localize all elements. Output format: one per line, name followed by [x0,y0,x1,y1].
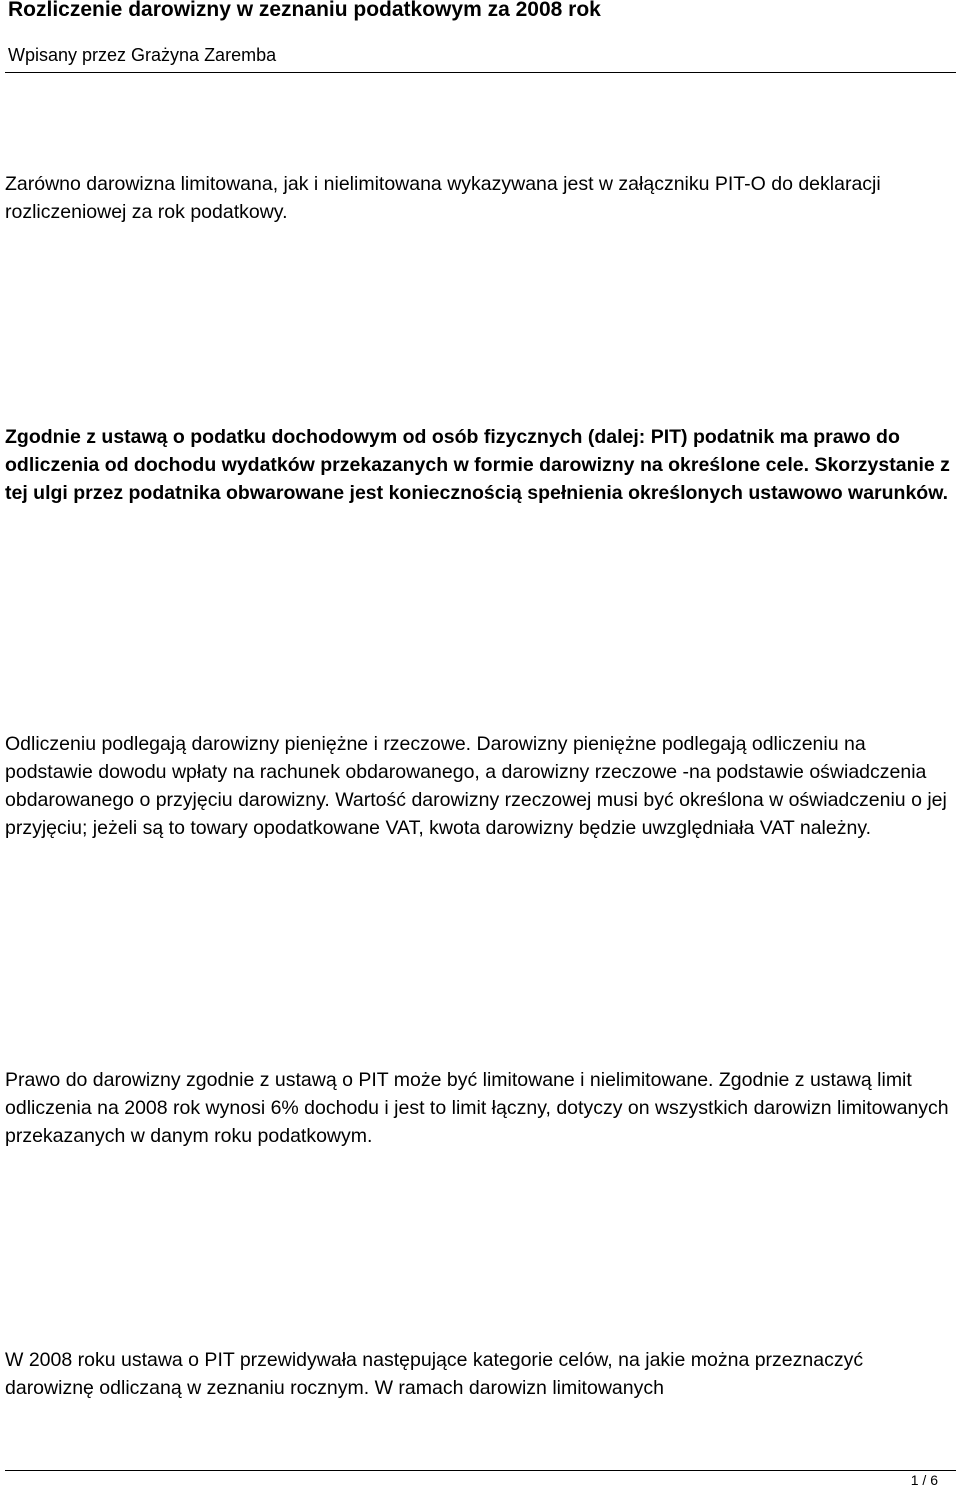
paragraph-limit: Prawo do darowizny zgodnie z ustawą o PIT może być limitowane i nielimitowane. Zgodnie z ustawą limit odliczenia na 2008 rok wynosi 6% dochodu i jest to limit łączny, dotyczy on wszystkich darowizn limitowanych przekazanych w danym roku podatkowym. [5,1069,949,1147]
page-number: 1 / 6 [910,1472,938,1488]
paragraph-donation-types: Odliczeniu podlegają darowizny pieniężne i rzeczowe. Darowizny pieniężne podlegają odliczeniu na podstawie dowodu wpłaty na rachunek obdarowanego, a darowizny rzeczowe -na podstawie oświadczenia obdarowanego o przyjęciu darowizny. Wartość darowizny rzeczowej musi być określona w oświadczeniu o jej przyjęciu; jeżeli są to towary opodatkowane VAT, kwota darowizny będzie uwzględniała VAT należny. [5,733,947,839]
paragraph-categories: W 2008 roku ustawa o PIT przewidywała następujące kategorie celów, na jakie można przeznaczyć darowiznę odliczaną w zeznaniu rocznym. W ramach darowizn limitowanych [5,1349,864,1399]
document-title: Rozliczenie darowizny w zeznaniu podatkowym za 2008 rok [8,0,601,21]
paragraph-pit-o: Zarówno darowizna limitowana, jak i nielimitowana wykazywana jest w załączniku PIT-O do deklaracji rozliczeniowej za rok podatkowy. [5,173,881,223]
author-line: Wpisany przez Grażyna Zaremba [8,45,277,65]
header-divider [5,72,956,73]
paragraph-intro-bold: Zgodnie z ustawą o podatku dochodowym od osób fizycznych (dalej: PIT) podatnik ma prawo do odliczenia od dochodu wydatków przekazanych w formie darowizny na określone cele. Skorzystanie z tej ulgi przez podatnika obwarowane jest koniecznością spełnienia określonych ustawowo warunków. [5,426,950,504]
footer-divider [5,1470,956,1471]
